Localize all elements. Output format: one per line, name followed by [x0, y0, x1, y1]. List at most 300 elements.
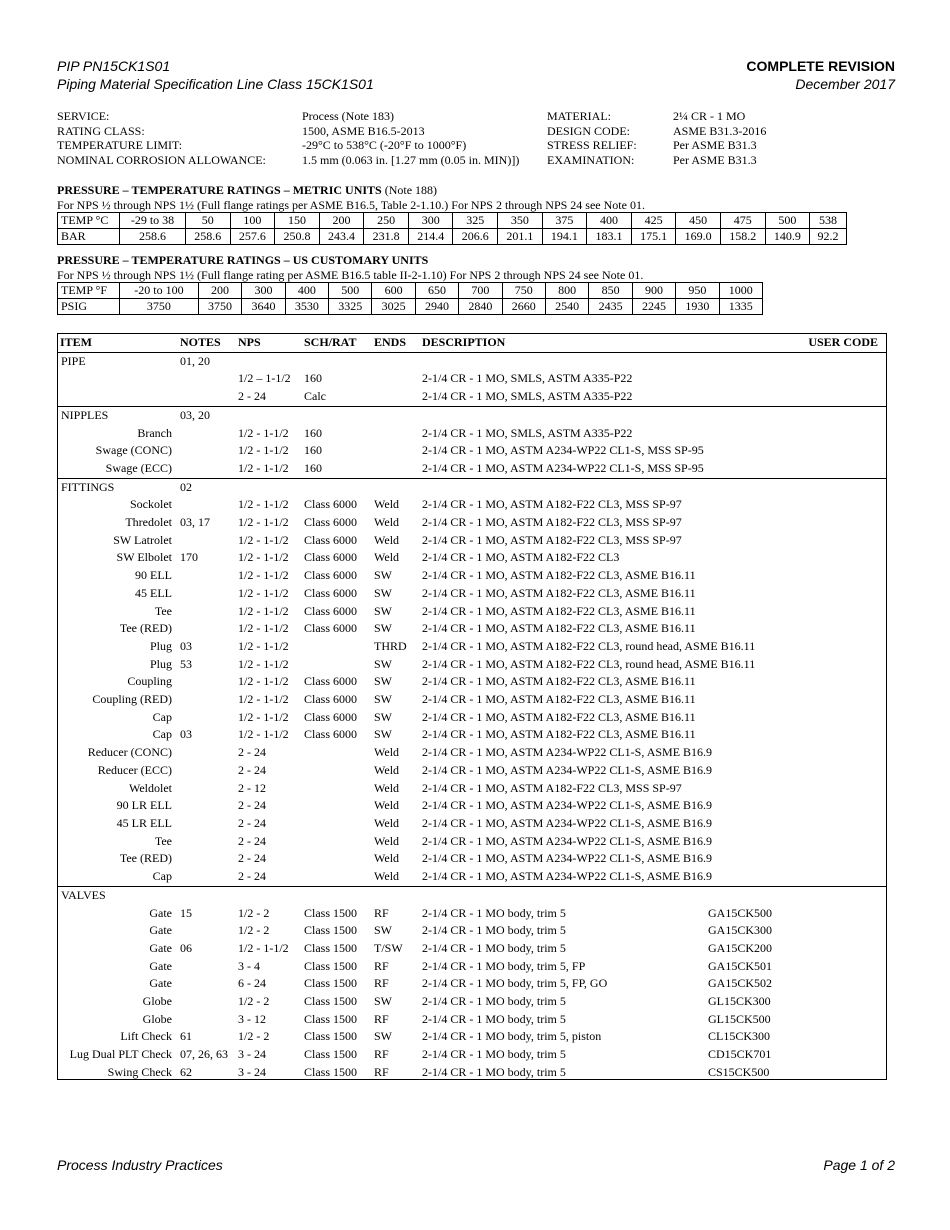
item-cell: Coupling (RED)	[92, 692, 172, 707]
sch-cell: Calc	[304, 389, 326, 404]
empty-cell	[706, 478, 886, 496]
table-row	[58, 691, 886, 709]
service-value: Process (Note 183)	[302, 109, 394, 123]
sch-cell	[302, 850, 372, 868]
nps-cell: 2 - 24	[238, 798, 266, 813]
desc-cell: 2-1/4 CR - 1 MO, ASTM A182-F22 CL3, ASME B16.11	[422, 585, 696, 600]
col-header-description: DESCRIPTION	[420, 334, 706, 352]
notes-cell: 15	[180, 905, 192, 920]
table-row	[58, 905, 886, 923]
table-row	[58, 585, 886, 603]
ends-cell: SW	[374, 585, 392, 600]
code-cell	[706, 744, 886, 762]
material-table	[58, 334, 886, 1082]
temperature-cell: 400	[285, 283, 328, 299]
notes-cell	[178, 744, 236, 762]
code-cell	[706, 585, 886, 603]
us-ratings-note: For NPS ½ through NPS 1½ (Full flange rating per ASME B16.5 table II-2-1.10) For NPS 2 through NPS 24 see Note 01.	[57, 268, 644, 282]
ends-cell: SW	[374, 568, 392, 583]
pressure-cell: 206.6	[453, 229, 498, 245]
sch-cell: Class 1500	[304, 1064, 358, 1079]
table-row	[58, 850, 886, 868]
desc-cell: 2-1/4 CR - 1 MO body, trim 5, FP, GO	[422, 976, 608, 991]
ends-cell: T/SW	[374, 940, 403, 955]
pressure-cell: 2435	[589, 299, 632, 315]
temperature-cell: 350	[498, 213, 543, 229]
nps-cell: 1/2 - 1-1/2	[238, 515, 289, 530]
pressure-cell: 1930	[676, 299, 719, 315]
sch-cell: Class 6000	[304, 515, 358, 530]
ends-cell: RF	[374, 958, 389, 973]
table-row	[58, 762, 886, 780]
code-cell	[706, 709, 886, 727]
item-cell: Plug	[149, 638, 172, 653]
ends-cell	[372, 425, 420, 443]
code-cell: GL15CK300	[708, 994, 771, 1009]
item-cell	[58, 388, 178, 406]
notes-cell	[178, 603, 236, 621]
sch-cell: Class 1500	[304, 1047, 358, 1062]
desc-cell: 2-1/4 CR - 1 MO, SMLS, ASTM A335-P22	[422, 389, 633, 404]
ends-cell: Weld	[374, 497, 400, 512]
empty-cell	[420, 352, 706, 370]
code-cell	[706, 567, 886, 585]
empty-cell	[236, 406, 302, 424]
ends-cell: SW	[374, 994, 392, 1009]
code-cell	[706, 726, 886, 744]
table-row	[58, 958, 886, 976]
item-cell: Tee (RED)	[119, 851, 172, 866]
temperature-cell: 500	[765, 213, 810, 229]
ends-cell: SW	[374, 656, 392, 671]
nps-cell: 1/2 - 1-1/2	[238, 603, 289, 618]
group-title: NIPPLES	[58, 406, 178, 424]
group-header-row	[58, 406, 886, 424]
col-header-ends: ENDS	[372, 334, 420, 352]
group-title: FITTINGS	[58, 478, 178, 496]
sch-cell: Class 1500	[304, 994, 358, 1009]
ends-cell: Weld	[374, 815, 400, 830]
pressure-cell: 158.2	[720, 229, 765, 245]
notes-cell	[178, 1011, 236, 1029]
notes-cell	[178, 762, 236, 780]
temperature-cell: 538	[810, 213, 847, 229]
sch-cell	[302, 868, 372, 886]
table-row	[58, 1028, 886, 1046]
code-cell: GL15CK500	[708, 1011, 771, 1026]
pressure-cell: 2660	[502, 299, 545, 315]
service-label: STRESS RELIEF:	[547, 138, 637, 153]
pressure-cell: 140.9	[765, 229, 810, 245]
temperature-cell: 300	[408, 213, 453, 229]
empty-cell	[372, 352, 420, 370]
service-info-row	[57, 138, 766, 153]
temperature-cell: 700	[459, 283, 502, 299]
notes-cell	[178, 620, 236, 638]
ends-cell: RF	[374, 1047, 389, 1062]
desc-cell: 2-1/4 CR - 1 MO, ASTM A182-F22 CL3, round head, ASME B16.11	[422, 638, 756, 653]
table-row	[58, 744, 886, 762]
metric-ratings-table	[57, 212, 847, 245]
doc-title: Piping Material Specification Line Class 15CK1S01	[57, 76, 374, 92]
code-cell	[706, 797, 886, 815]
doc-id: PIP PN15CK1S01	[57, 58, 171, 74]
item-cell: Tee	[154, 833, 172, 848]
temperature-cell: 500	[329, 283, 372, 299]
service-label: SERVICE:	[57, 109, 110, 123]
service-label: DESIGN CODE:	[547, 123, 630, 138]
pressure-cell: 3750	[120, 299, 199, 315]
temperature-cell: 375	[542, 213, 587, 229]
code-cell	[706, 370, 886, 388]
code-cell	[706, 673, 886, 691]
ends-cell: RF	[374, 905, 389, 920]
empty-cell	[302, 406, 372, 424]
temperature-cell: 325	[453, 213, 498, 229]
temperature-cell: 400	[587, 213, 632, 229]
ends-cell: Weld	[374, 745, 400, 760]
pressure-cell: 183.1	[587, 229, 632, 245]
desc-cell: 2-1/4 CR - 1 MO body, trim 5	[422, 923, 566, 938]
service-value: Per ASME B31.3	[673, 152, 757, 167]
temperature-label: TEMP °C	[58, 213, 120, 229]
service-value: 2¼ CR - 1 MO	[673, 109, 746, 123]
nps-cell: 1/2 - 1-1/2	[238, 727, 289, 742]
item-cell: 90 LR ELL	[116, 798, 172, 813]
table-row	[58, 815, 886, 833]
code-cell: GA15CK300	[708, 923, 773, 938]
temperature-cell: 300	[242, 283, 285, 299]
desc-cell: 2-1/4 CR - 1 MO, ASTM A182-F22 CL3, MSS SP-97	[422, 780, 682, 795]
item-cell: Gate	[149, 940, 172, 955]
notes-cell	[178, 370, 236, 388]
item-cell: Cap	[152, 709, 172, 724]
service-info	[57, 109, 897, 167]
desc-cell: 2-1/4 CR - 1 MO body, trim 5	[422, 905, 566, 920]
group-header-row	[58, 352, 886, 370]
desc-cell: 2-1/4 CR - 1 MO, ASTM A234-WP22 CL1-S, MSS SP-95	[422, 460, 704, 475]
temperature-cell: 425	[631, 213, 676, 229]
ends-cell: Weld	[374, 550, 400, 565]
desc-cell: 2-1/4 CR - 1 MO, ASTM A234-WP22 CL1-S, ASME B16.9	[422, 869, 713, 884]
item-cell: 90 ELL	[135, 568, 172, 583]
nps-cell: 1/2 - 1-1/2	[238, 425, 289, 440]
notes-cell	[178, 425, 236, 443]
temperature-cell: 600	[372, 283, 415, 299]
table-row	[58, 709, 886, 727]
empty-cell	[706, 352, 886, 370]
temperature-cell: -29 to 38	[120, 213, 186, 229]
item-cell: Weldolet	[128, 780, 172, 795]
notes-cell	[178, 442, 236, 460]
table-row	[58, 922, 886, 940]
ends-cell: Weld	[374, 798, 400, 813]
code-cell	[706, 549, 886, 567]
empty-cell	[706, 406, 886, 424]
notes-cell	[178, 460, 236, 478]
notes-cell	[178, 496, 236, 514]
empty-cell	[372, 406, 420, 424]
code-cell	[706, 815, 886, 833]
sch-cell: Class 6000	[304, 674, 358, 689]
item-cell: Reducer (ECC)	[97, 762, 172, 777]
table-row	[58, 868, 886, 886]
col-header-notes: NOTES	[178, 334, 236, 352]
ends-cell: RF	[374, 1064, 389, 1079]
sch-cell: 160	[304, 371, 322, 386]
nps-cell: 1/2 - 1-1/2	[238, 497, 289, 512]
code-cell: CD15CK701	[708, 1047, 772, 1062]
ends-cell: RF	[374, 1011, 389, 1026]
notes-cell	[178, 922, 236, 940]
desc-cell: 2-1/4 CR - 1 MO, ASTM A182-F22 CL3, MSS SP-97	[422, 515, 682, 530]
sch-cell: Class 1500	[304, 976, 358, 991]
item-cell: Cap	[152, 727, 172, 742]
pressure-cell: 231.8	[364, 229, 409, 245]
table-row	[58, 567, 886, 585]
sch-cell: Class 6000	[304, 585, 358, 600]
pressure-label: PSIG	[58, 299, 120, 315]
notes-cell	[178, 388, 236, 406]
empty-cell	[420, 478, 706, 496]
pressure-label: BAR	[58, 229, 120, 245]
sch-cell: Class 1500	[304, 1029, 358, 1044]
desc-cell: 2-1/4 CR - 1 MO, ASTM A234-WP22 CL1-S, ASME B16.9	[422, 815, 713, 830]
sch-cell: 160	[304, 460, 322, 475]
nps-cell: 1/2 - 2	[238, 1029, 270, 1044]
service-info-row	[57, 124, 766, 139]
ends-cell: THRD	[374, 638, 407, 653]
sch-cell	[302, 815, 372, 833]
item-cell	[58, 370, 178, 388]
temperature-cell: 800	[545, 283, 588, 299]
temperature-cell: -20 to 100	[120, 283, 199, 299]
group-notes: 02	[178, 478, 236, 496]
table-row	[58, 993, 886, 1011]
code-cell	[706, 460, 886, 478]
table-row	[58, 549, 886, 567]
us-ratings-title: PRESSURE – TEMPERATURE RATINGS – US CUSTOMARY UNITS	[57, 253, 429, 267]
document-header-right	[746, 57, 895, 93]
code-cell	[706, 762, 886, 780]
nps-cell: 3 - 4	[238, 958, 260, 973]
table-row	[58, 833, 886, 851]
sch-cell	[302, 780, 372, 798]
temperature-cell: 200	[198, 283, 241, 299]
nps-cell: 1/2 - 1-1/2	[238, 550, 289, 565]
pressure-cell: 214.4	[408, 229, 453, 245]
col-header-nps: NPS	[236, 334, 302, 352]
notes-cell: 61	[180, 1029, 192, 1044]
nps-cell: 2 - 24	[238, 762, 266, 777]
code-cell	[706, 868, 886, 886]
notes-cell	[178, 797, 236, 815]
metric-pressure-row	[58, 229, 847, 245]
table-row	[58, 620, 886, 638]
table-row	[58, 975, 886, 993]
pressure-cell: 3750	[198, 299, 241, 315]
nps-cell: 1/2 - 1-1/2	[238, 460, 289, 475]
desc-cell: 2-1/4 CR - 1 MO, ASTM A182-F22 CL3, ASME B16.11	[422, 603, 696, 618]
item-cell: Plug	[149, 656, 172, 671]
temperature-cell: 1000	[719, 283, 762, 299]
sch-cell: Class 6000	[304, 621, 358, 636]
nps-cell: 1/2 - 1-1/2	[238, 709, 289, 724]
desc-cell: 2-1/4 CR - 1 MO body, trim 5	[422, 1047, 566, 1062]
revision-date: December 2017	[795, 76, 895, 92]
nps-cell: 2 - 24	[238, 815, 266, 830]
code-cell	[706, 780, 886, 798]
desc-cell: 2-1/4 CR - 1 MO, ASTM A182-F22 CL3, ASME B16.11	[422, 709, 696, 724]
notes-cell: 07, 26, 63	[180, 1047, 228, 1062]
temperature-cell: 200	[319, 213, 364, 229]
pressure-cell: 175.1	[631, 229, 676, 245]
table-row	[58, 496, 886, 514]
sch-cell: 160	[304, 443, 322, 458]
footer-left: Process Industry Practices	[57, 1157, 223, 1173]
pressure-cell: 2840	[459, 299, 502, 315]
pressure-cell: 2245	[632, 299, 675, 315]
empty-cell	[236, 886, 302, 904]
nps-cell: 1/2 - 2	[238, 923, 270, 938]
sch-cell	[302, 797, 372, 815]
service-label: RATING CLASS:	[57, 123, 145, 138]
empty-cell	[302, 886, 372, 904]
ends-cell: SW	[374, 692, 392, 707]
sch-cell: Class 6000	[304, 603, 358, 618]
sch-cell	[302, 744, 372, 762]
table-row	[58, 726, 886, 744]
col-header-sch: SCH/RAT	[302, 334, 372, 352]
notes-cell	[178, 709, 236, 727]
nps-cell: 1/2 - 2	[238, 994, 270, 1009]
nps-cell: 1/2 – 1-1/2	[238, 371, 291, 386]
notes-cell	[178, 850, 236, 868]
service-label: NOMINAL CORROSION ALLOWANCE:	[57, 152, 266, 167]
code-cell	[706, 691, 886, 709]
ends-cell: Weld	[374, 869, 400, 884]
service-info-row	[57, 153, 766, 168]
nps-cell: 3 - 24	[238, 1064, 266, 1079]
temperature-cell: 900	[632, 283, 675, 299]
table-row	[58, 532, 886, 550]
code-cell: GA15CK501	[708, 958, 773, 973]
desc-cell: 2-1/4 CR - 1 MO, ASTM A182-F22 CL3, round head, ASME B16.11	[422, 656, 756, 671]
nps-cell: 1/2 - 1-1/2	[238, 940, 289, 955]
sch-cell: Class 6000	[304, 550, 358, 565]
item-cell: Swing Check	[107, 1064, 172, 1079]
empty-cell	[372, 478, 420, 496]
col-header-item: ITEM	[58, 334, 178, 352]
temperature-cell: 650	[415, 283, 458, 299]
desc-cell: 2-1/4 CR - 1 MO body, trim 5	[422, 1011, 566, 1026]
item-cell: 45 LR ELL	[116, 815, 172, 830]
sch-cell: Class 6000	[304, 692, 358, 707]
item-cell: Lift Check	[120, 1029, 172, 1044]
nps-cell: 1/2 - 1-1/2	[238, 656, 289, 671]
group-notes: 01, 20	[178, 352, 236, 370]
code-cell: CL15CK300	[708, 1029, 771, 1044]
code-cell	[706, 850, 886, 868]
service-value: -29°C to 538°C (-20°F to 1000°F)	[302, 138, 467, 153]
notes-cell	[178, 780, 236, 798]
us-pressure-row	[58, 299, 763, 315]
pressure-cell: 257.6	[230, 229, 275, 245]
service-label: EXAMINATION:	[547, 152, 635, 167]
pressure-cell: 3640	[242, 299, 285, 315]
service-label: MATERIAL:	[547, 109, 611, 123]
nps-cell: 2 - 24	[238, 745, 266, 760]
notes-cell	[178, 585, 236, 603]
material-table-frame	[57, 333, 887, 1080]
notes-cell: 03, 17	[180, 515, 210, 530]
item-cell: Swage (ECC)	[105, 460, 172, 475]
sch-cell: Class 1500	[304, 958, 358, 973]
item-cell: Gate	[149, 923, 172, 938]
item-cell: Gate	[149, 905, 172, 920]
code-cell	[706, 388, 886, 406]
temperature-cell: 100	[230, 213, 275, 229]
item-cell: Cap	[152, 869, 172, 884]
desc-cell: 2-1/4 CR - 1 MO, ASTM A182-F22 CL3	[422, 550, 620, 565]
item-cell: SW Latrolet	[113, 532, 172, 547]
ends-cell: SW	[374, 727, 392, 742]
nps-cell: 3 - 24	[238, 1047, 266, 1062]
sch-cell	[302, 762, 372, 780]
service-value: ASME B31.3-2016	[673, 123, 767, 138]
pressure-cell: 3025	[372, 299, 415, 315]
ends-cell: SW	[374, 709, 392, 724]
nps-cell: 1/2 - 2	[238, 905, 270, 920]
service-value: 1.5 mm (0.063 in. [1.27 mm (0.05 in. MIN)])	[302, 152, 520, 167]
item-cell: SW Elbolet	[116, 550, 172, 565]
notes-cell	[178, 958, 236, 976]
item-cell: Reducer (CONC)	[87, 745, 172, 760]
empty-cell	[420, 886, 706, 904]
desc-cell: 2-1/4 CR - 1 MO, ASTM A234-WP22 CL1-S, ASME B16.9	[422, 745, 713, 760]
desc-cell: 2-1/4 CR - 1 MO body, trim 5	[422, 1064, 566, 1079]
temperature-cell: 150	[275, 213, 320, 229]
service-value: Per ASME B31.3	[673, 138, 757, 153]
item-cell: Globe	[142, 994, 172, 1009]
metric-title-text: PRESSURE – TEMPERATURE RATINGS – METRIC UNITS	[57, 183, 382, 197]
nps-cell: 1/2 - 1-1/2	[238, 532, 289, 547]
table-row	[58, 673, 886, 691]
service-label: TEMPERATURE LIMIT:	[57, 138, 183, 153]
footer-page-number: Page 1 of 2	[823, 1157, 895, 1173]
us-temperature-row	[58, 283, 763, 299]
desc-cell: 2-1/4 CR - 1 MO, ASTM A182-F22 CL3, ASME B16.11	[422, 727, 696, 742]
table-row	[58, 1011, 886, 1029]
item-cell: Tee	[154, 603, 172, 618]
pressure-cell: 169.0	[676, 229, 721, 245]
notes-cell: 53	[180, 656, 192, 671]
item-cell: Tee (RED)	[119, 621, 172, 636]
table-row	[58, 603, 886, 621]
nps-cell: 1/2 - 1-1/2	[238, 568, 289, 583]
code-cell: GA15CK200	[708, 940, 773, 955]
pressure-cell: 92.2	[810, 229, 847, 245]
table-row	[58, 370, 886, 388]
revision-label: COMPLETE REVISION	[746, 58, 895, 74]
desc-cell: 2-1/4 CR - 1 MO, ASTM A182-F22 CL3, MSS SP-97	[422, 497, 682, 512]
sch-cell	[302, 833, 372, 851]
empty-cell	[302, 352, 372, 370]
desc-cell: 2-1/4 CR - 1 MO, ASTM A182-F22 CL3, ASME B16.11	[422, 692, 696, 707]
empty-cell	[236, 478, 302, 496]
table-row	[58, 425, 886, 443]
code-cell	[706, 514, 886, 532]
